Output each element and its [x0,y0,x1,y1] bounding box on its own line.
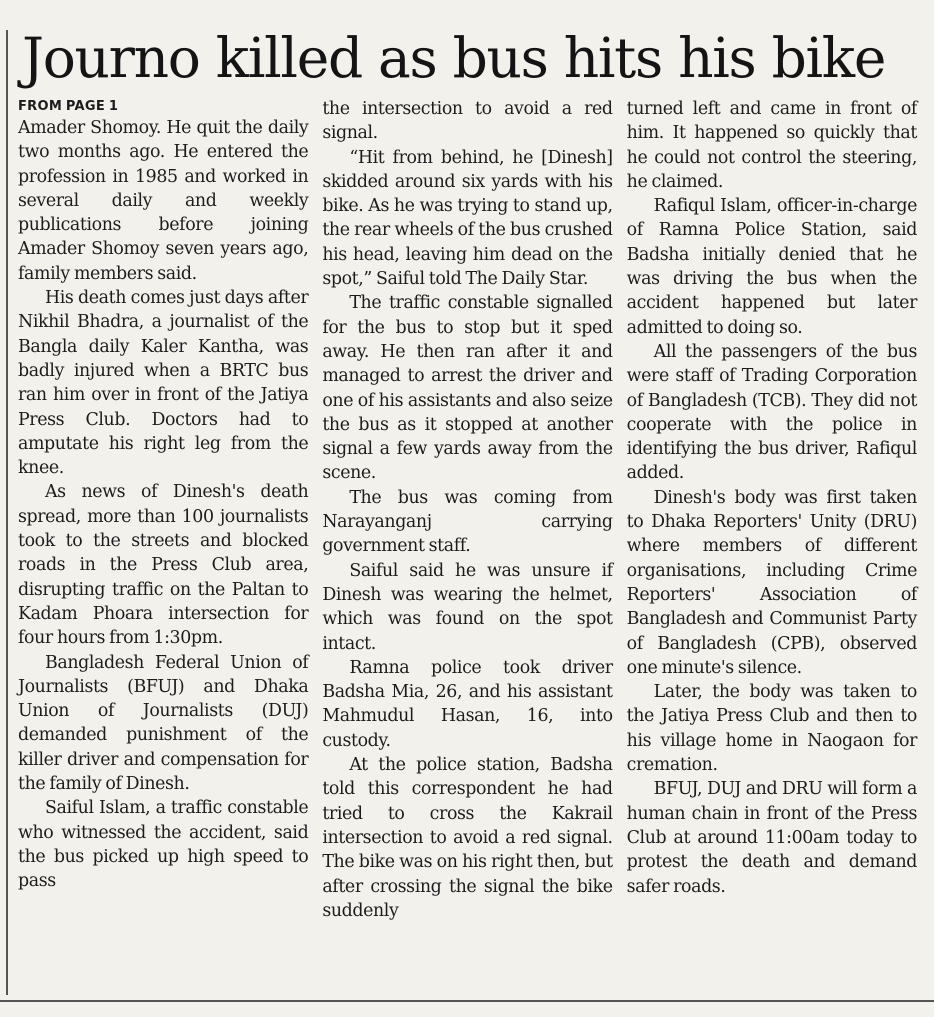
paragraph: Saiful Islam, a traffic constable who witnessed the accident, said the bus picked up high speed to pass [18,798,309,892]
paragraph: Rafiqul Islam, officer-in-charge of Ramna Police Station, said Badsha initially denied that he was driving the bus when the accident happened but later admitted to doing so. [626,196,917,338]
column-rule-left [6,30,8,995]
article-column-2 [322,97,612,995]
kicker-from-page-1: FROM PAGE 1 [18,99,119,114]
paragraph: At the police station, Badsha told this correspondent he had tried to cross the Kakrail intersection to avoid a red signal. The bike was on his right then, but after crossing the signal the bike suddenly [322,755,613,921]
paragraph: Dinesh's body was first taken to Dhaka Reporters' Unity (DRU) where members of different organisations, including Crime Reporters' Association of Bangladesh and Communist Party of Bangladesh (CPB), observed one minute's silence. [626,487,917,678]
paragraph: His death comes just days after Nikhil Bhadra, a journalist of the Bangla daily Kaler Kantha, was badly injured when a BRTC bus ran him over in front of the Jatiya Press Club. Doctors had to amputate his right leg from the knee. [18,288,309,479]
paragraph: As news of Dinesh's death spread, more than 100 journalists took to the streets and blocked roads in the Press Club area, disrupting traffic on the Paltan to Kadam Phoara intersection for four hours from 1:30pm. [18,482,309,649]
paragraph: BFUJ, DUJ and DRU will form a human chain in front of the Press Club at around 11:00am today to protest the death and demand safer roads. [626,779,917,897]
paragraph: Later, the body was taken to the Jatiya Press Club and then to his village home in Naogaon for cremation. [626,682,917,776]
paragraph: Saiful said he was unsure if Dinesh was wearing the helmet, which was found on the spot intact. [322,560,613,654]
article-body [18,97,917,995]
article-column-1 [18,97,308,995]
page-rule-bottom [0,1000,934,1002]
paragraph: the intersection to avoid a red signal. [322,99,613,144]
headline: Journo killed as bus hits his bike [22,26,886,90]
paragraph: The traffic constable signalled for the bus to stop but it sped away. He then ran after it and managed to arrest the driver and one of his assistants and also seize the bus as it stopped at another signal a few yards away from the scene. [322,293,613,484]
paragraph: Bangladesh Federal Union of Journalists (BFUJ) and Dhaka Union of Journalists (DUJ) demanded punishment of the killer driver and compensation for the family of Dinesh. [18,652,309,795]
paragraph: Amader Shomoy. He quit the daily two months ago. He entered the profession in 1985 and worked in several daily and weekly publications before joining Amader Shomoy seven years ago, family members said. [18,118,309,284]
paragraph: Ramna police took driver Badsha Mia, 26, and his assistant Mahmudul Hasan, 16, into custody. [322,657,613,751]
paragraph: turned left and came in front of him. It happened so quickly that he could not control the steering, he claimed. [626,99,917,192]
paragraph: All the passengers of the bus were staff of Trading Corporation of Bangladesh (TCB). They did not cooperate with the police in identifying the bus driver, Rafiqul added. [626,341,917,484]
paragraph: “Hit from behind, he [Dinesh] skidded around six yards with his bike. As he was trying to stand up, the rear wheels of the bus crushed his head, leaving him dead on the spot,” Saiful told The Daily Star. [322,147,613,290]
paragraph: The bus was coming from Narayanganj carrying government staff. [322,487,613,557]
article-column-3 [627,97,917,995]
